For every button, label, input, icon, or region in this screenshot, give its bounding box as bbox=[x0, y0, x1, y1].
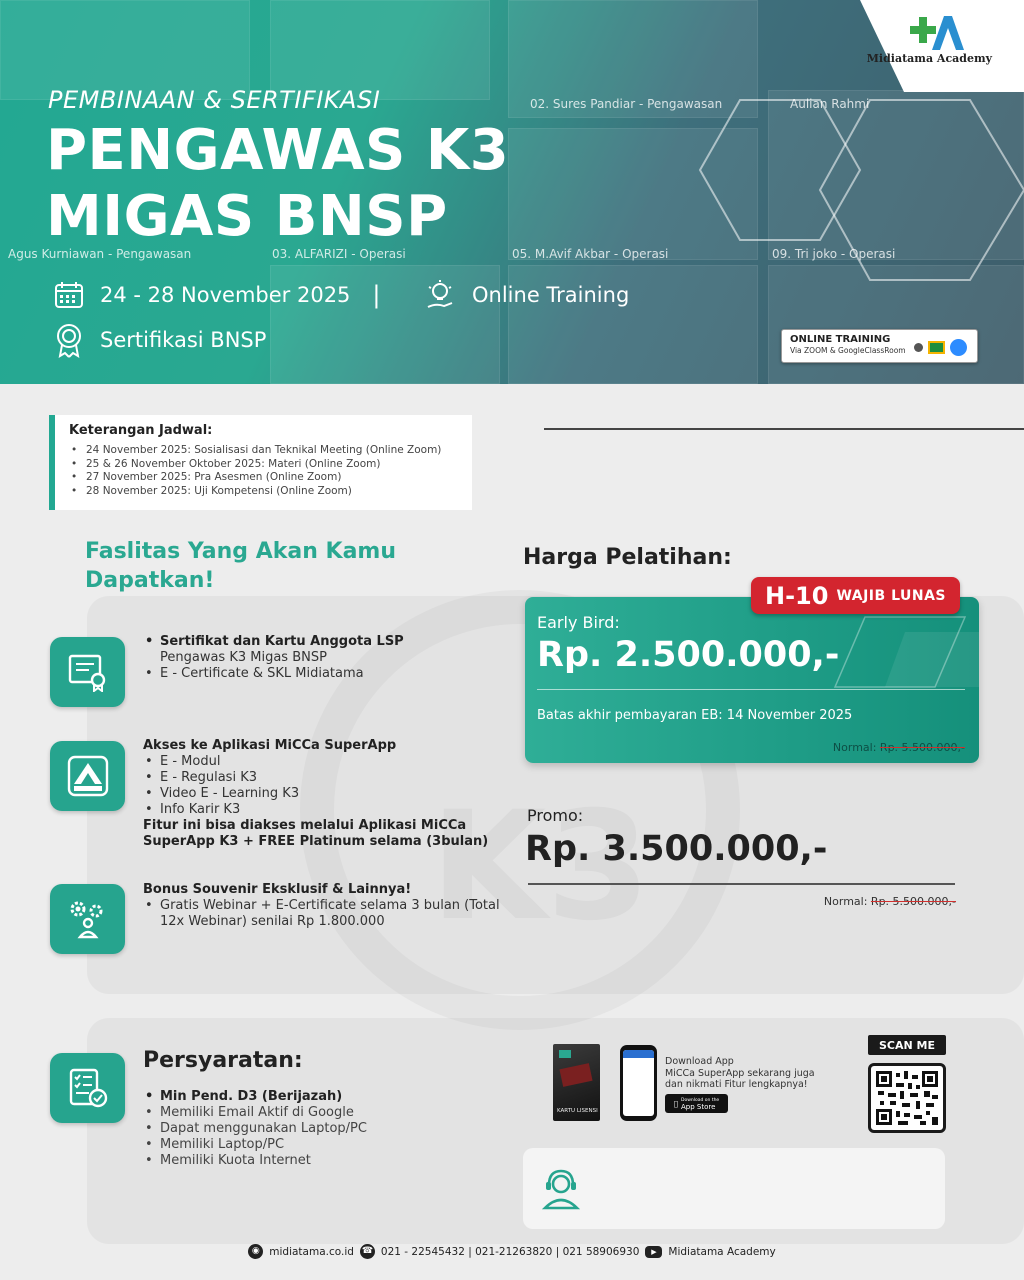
book-label: KARTU LISENSI bbox=[557, 1108, 598, 1114]
youtube-icon: ▶ bbox=[645, 1246, 662, 1258]
app-store-label: App Store bbox=[678, 1102, 714, 1111]
badge-icon bbox=[54, 322, 84, 358]
h10-sublabel: WAJIB LUNAS bbox=[836, 587, 946, 604]
lightbulb-hand-icon bbox=[424, 279, 456, 311]
certificate-icon bbox=[50, 637, 125, 707]
participant-name: 09. Tri joko - Operasi bbox=[772, 247, 896, 261]
participant-name: Agus Kurniawan - Pengawasan bbox=[8, 247, 192, 261]
facilities-title-line: Dapatkan! bbox=[85, 568, 215, 593]
facilities-title bbox=[85, 537, 396, 595]
card-decoration bbox=[825, 607, 979, 697]
participant-name: 02. Sures Pandiar - Pengawasan bbox=[530, 97, 723, 111]
normal-label: Normal: bbox=[832, 741, 880, 754]
promo-normal-price bbox=[824, 895, 956, 908]
facility-note: SuperApp K3 + FREE Platinum selama (3bulan) bbox=[143, 834, 489, 849]
facility-line: • E - Modul bbox=[143, 754, 488, 770]
footer-phones: 021 - 22545432 | 021-21263820 | 021 58906930 bbox=[380, 1245, 640, 1258]
app-text-line: MiCCa SuperApp sekarang juga bbox=[665, 1067, 815, 1079]
cert-row bbox=[54, 322, 266, 358]
schedule-title: Keterangan Jadwal: bbox=[69, 423, 213, 438]
training-mode: Online Training bbox=[472, 283, 630, 307]
facility-heading: Bonus Souvenir Eksklusif & Lainnya! bbox=[143, 882, 412, 897]
google-classroom-icon bbox=[928, 341, 945, 354]
normal-price: Rp. 5.500.000,- bbox=[870, 895, 956, 908]
midiatama-logo-icon bbox=[902, 12, 966, 52]
footer-website[interactable]: midiatama.co.id bbox=[269, 1245, 354, 1258]
card-image bbox=[559, 1063, 592, 1087]
scan-me-label: SCAN ME bbox=[868, 1035, 946, 1055]
normal-label: Normal: bbox=[823, 895, 871, 908]
early-bird-price: Rp. 2.500.000,- bbox=[537, 635, 840, 675]
hero-kicker: PEMBINAAN & SERTIFIKASI bbox=[48, 86, 381, 114]
participant-tile bbox=[270, 0, 490, 100]
gears-person-icon bbox=[50, 884, 125, 954]
normal-price: Rp. 5.500.000,- bbox=[879, 741, 965, 754]
schedule-item: • 25 & 26 November Oktober 2025: Materi (Online Zoom) bbox=[69, 458, 472, 472]
hexagon-decoration bbox=[640, 60, 1024, 360]
footer-channel[interactable]: Midiatama Academy bbox=[668, 1245, 776, 1258]
app-download-text bbox=[665, 1056, 815, 1091]
separator: | bbox=[372, 281, 381, 309]
facility-note: Fitur ini bisa diakses melalui Aplikasi MiCCa bbox=[143, 818, 467, 833]
app-text-line: dan nikmati Fitur lengkapnya! bbox=[665, 1079, 808, 1090]
price-heading: Harga Pelatihan: bbox=[523, 545, 732, 570]
requirement-item: • Memiliki Laptop/PC bbox=[143, 1137, 367, 1153]
contact-box bbox=[523, 1148, 945, 1229]
facility-line: • Gratis Webinar + E-Certificate selama 3 bulan (Total bbox=[143, 898, 500, 914]
h10-label: H-10 bbox=[765, 581, 829, 610]
schedule-item: • 24 November 2025: Sosialisasi dan Teknikal Meeting (Online Zoom) bbox=[69, 444, 472, 458]
facility-item-bonus bbox=[143, 882, 500, 930]
mode-row bbox=[424, 279, 629, 311]
divider bbox=[528, 883, 955, 885]
participant-name: 03. ALFARIZI - Operasi bbox=[272, 247, 406, 261]
customer-service-icon bbox=[541, 1168, 581, 1210]
promo-label: Promo: bbox=[527, 806, 584, 825]
facility-bold: • Sertifikat dan Kartu Anggota LSP bbox=[143, 634, 404, 650]
promo-price: Rp. 3.500.000,- bbox=[525, 829, 828, 869]
facility-item-certificate bbox=[143, 634, 404, 682]
schedule-item: • 28 November 2025: Uji Kompetensi (Online Zoom) bbox=[69, 485, 472, 499]
badge-title: ONLINE TRAINING bbox=[790, 334, 891, 345]
requirement-item: • Min Pend. D3 (Berijazah) bbox=[143, 1089, 367, 1105]
facility-line: 12x Webinar) senilai Rp 1.800.000 bbox=[160, 914, 385, 929]
early-bird-card bbox=[525, 597, 979, 763]
h10-badge bbox=[751, 577, 960, 614]
phone-screen bbox=[623, 1050, 654, 1116]
facility-line: Pengawas K3 Migas BNSP bbox=[160, 650, 327, 665]
event-date: 24 - 28 November 2025 bbox=[100, 283, 351, 307]
facilities-title-line: Faslitas Yang Akan Kamu bbox=[85, 539, 397, 564]
brand-name: Midiatama Academy bbox=[866, 52, 992, 65]
facility-line: • E - Regulasi K3 bbox=[143, 770, 488, 786]
checklist-icon bbox=[50, 1053, 125, 1123]
facility-item-app bbox=[143, 738, 488, 850]
hero-banner bbox=[0, 0, 1024, 384]
app-icon bbox=[50, 741, 125, 811]
page-title bbox=[46, 118, 509, 250]
phone-mockup bbox=[620, 1045, 657, 1121]
qr-block bbox=[868, 1035, 946, 1133]
title-line-1: PENGAWAS K3 bbox=[46, 118, 510, 183]
requirement-item: • Dapat menggunakan Laptop/PC bbox=[143, 1121, 367, 1137]
app-store-button[interactable] bbox=[665, 1094, 728, 1113]
qr-pattern bbox=[876, 1071, 938, 1125]
schedule-item: • 27 November 2025: Pra Asesmen (Online Zoom) bbox=[69, 471, 472, 485]
zoom-icon bbox=[950, 339, 967, 356]
divider bbox=[537, 689, 965, 690]
requirements-list bbox=[143, 1089, 367, 1169]
footer bbox=[0, 1244, 1024, 1259]
facility-line: • Video E - Learning K3 bbox=[143, 786, 488, 802]
participant-name: 05. M.Avif Akbar - Operasi bbox=[512, 247, 669, 261]
requirement-item: • Memiliki Kuota Internet bbox=[143, 1153, 367, 1169]
participant-name: Aulian Rahmi bbox=[790, 97, 870, 111]
early-bird-normal-price bbox=[833, 741, 965, 754]
facility-line: • Info Karir K3 bbox=[143, 802, 488, 818]
divider bbox=[544, 428, 1024, 430]
apple-icon bbox=[674, 1100, 678, 1108]
app-store-labels bbox=[678, 1097, 719, 1111]
schedule-box bbox=[49, 415, 472, 510]
globe-icon: ◉ bbox=[248, 1244, 263, 1259]
badge-icons bbox=[914, 339, 967, 356]
license-card-book bbox=[553, 1044, 600, 1121]
facility-line: • E - Certificate & SKL Midiatama bbox=[143, 666, 404, 682]
requirement-item: • Memiliki Email Aktif di Google bbox=[143, 1105, 367, 1121]
qr-code[interactable] bbox=[868, 1063, 946, 1133]
date-row bbox=[54, 281, 381, 309]
app-store-small: Download on the bbox=[678, 1097, 718, 1103]
online-training-badge bbox=[781, 329, 978, 363]
title-line-2: MIGAS BNSP bbox=[46, 184, 448, 249]
phone-icon: ☎ bbox=[360, 1244, 375, 1259]
early-bird-label: Early Bird: bbox=[537, 613, 620, 632]
requirements-title: Persyaratan: bbox=[143, 1048, 303, 1073]
participant-tile bbox=[0, 0, 250, 100]
certification: Sertifikasi BNSP bbox=[100, 328, 267, 352]
calendar-icon bbox=[54, 281, 84, 309]
badge-subtitle: Via ZOOM & GoogleClassRoom bbox=[790, 346, 906, 355]
camera-icon bbox=[914, 343, 923, 352]
app-text-line: Download App bbox=[665, 1056, 734, 1067]
book-logo bbox=[559, 1050, 571, 1058]
facility-heading: Akses ke Aplikasi MiCCa SuperApp bbox=[143, 738, 397, 753]
payment-deadline: Batas akhir pembayaran EB: 14 November 2025 bbox=[537, 708, 853, 723]
